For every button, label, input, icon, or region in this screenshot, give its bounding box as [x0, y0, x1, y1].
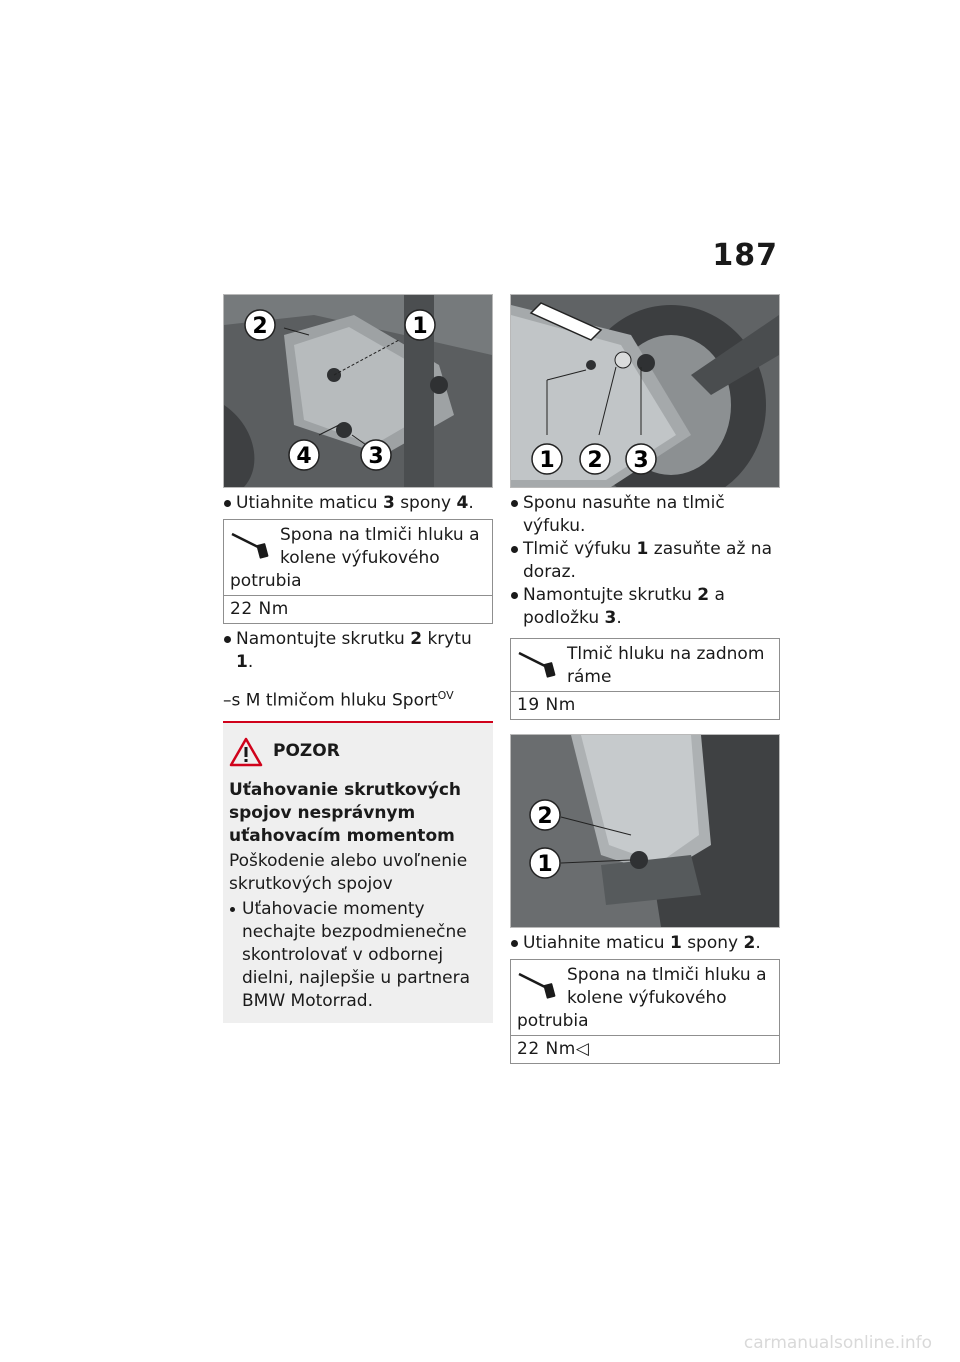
warning-subtitle: Uťahovanie skrutkových spojov nesprávnym uťahovacím momentom — [229, 779, 462, 846]
torque-box-clamp — [223, 519, 493, 624]
step-tighten-clamp-nut: Utiahnite maticu 1 spony 2. — [510, 932, 780, 955]
figure-silencer-mount — [510, 294, 780, 488]
torque-box-rear-frame — [510, 638, 780, 720]
figure-clamp-nut — [510, 734, 780, 928]
torque-box-clamp-2 — [510, 959, 780, 1064]
torque-value: 19 Nm — [511, 691, 779, 719]
left-column — [223, 294, 493, 1023]
warning-action: Uťahovacie momenty nechajte bezpodmienečne skontrolovať v odbornej dielni, najlepšie u partnera BMW Motorrad. — [229, 898, 479, 1013]
torque-wrench-icon — [517, 970, 561, 1000]
callout-3: 3 — [633, 448, 649, 473]
warning-title: POZOR — [273, 741, 340, 762]
warning-consequence: Poškodenie alebo uvoľnenie skrutkových spojov — [229, 850, 468, 894]
torque-spec-label: Tlmič hluku na zadnom ráme — [567, 644, 765, 687]
callout-1: 1 — [539, 448, 555, 473]
step-tighten-nut: Utiahnite maticu 3 spony 4. — [223, 492, 493, 515]
warning-triangle-icon — [229, 737, 263, 767]
torque-spec-label: Spona na tlmiči hluku a kolene výfukového potrubia — [230, 525, 480, 591]
callout-1: 1 — [412, 314, 428, 339]
watermark: carmanualsonline.info — [743, 1333, 932, 1353]
torque-wrench-icon — [517, 649, 561, 679]
right-column — [510, 294, 780, 1068]
torque-value: 22 Nm◁ — [511, 1035, 779, 1063]
callout-2: 2 — [587, 448, 603, 473]
callout-1: 1 — [537, 852, 553, 877]
torque-value: 22 Nm — [224, 595, 492, 623]
torque-wrench-icon — [230, 530, 274, 560]
step-insert-silencer: Tlmič výfuku 1 zasuňte až na doraz. — [510, 538, 780, 584]
callout-2: 2 — [252, 314, 268, 339]
callout-4: 4 — [296, 444, 312, 469]
torque-spec-label: Spona na tlmiči hluku a kolene výfukového potrubia — [517, 965, 767, 1031]
step-mount-screw: Namontujte skrutku 2 krytu 1. — [223, 628, 493, 674]
warning-box — [223, 721, 493, 1023]
step-mount-screw-washer: Namontujte skrutku 2 a podložku 3. — [510, 584, 780, 630]
page-number: 187 — [712, 238, 778, 273]
variant-condition: –s M tlmičom hluku Sport$^{OV}$ — [223, 689, 454, 711]
step-slide-clamp: Sponu nasuňte na tlmič výfuku. — [510, 492, 780, 538]
callout-2: 2 — [537, 804, 553, 829]
figure-exhaust-cover — [223, 294, 493, 488]
callout-3: 3 — [368, 444, 384, 469]
